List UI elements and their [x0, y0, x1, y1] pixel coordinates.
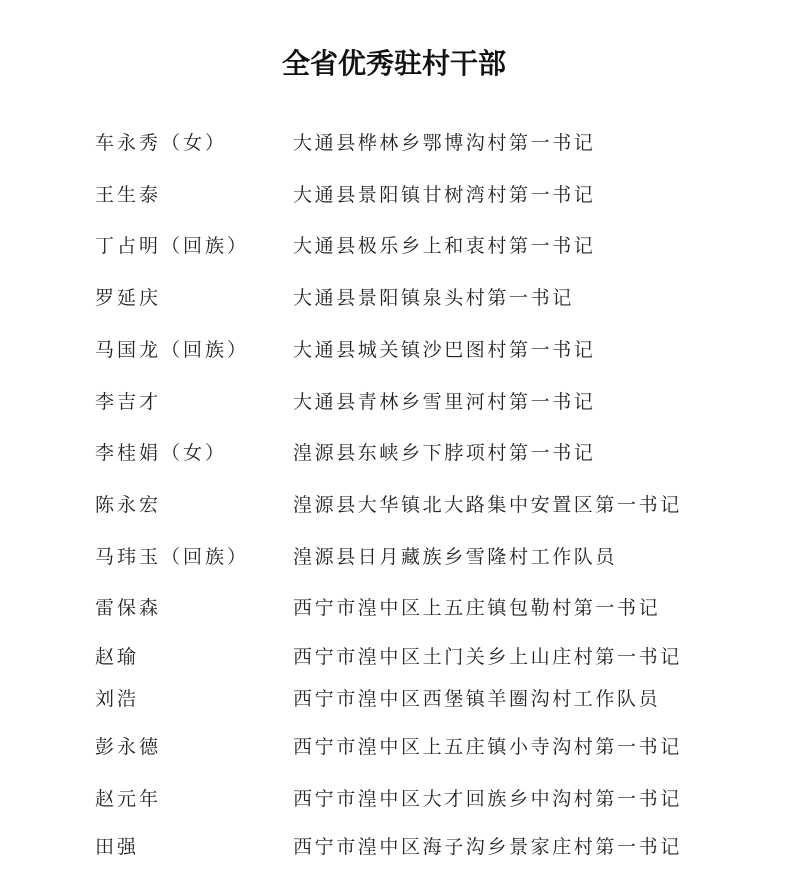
- list-item: [0, 231, 788, 261]
- list-item: [0, 642, 788, 672]
- list-item: [0, 490, 788, 520]
- cadre-name: 陈永宏: [95, 494, 162, 516]
- cadre-name: 刘浩: [95, 688, 140, 710]
- cadre-position: 西宁市湟中区海子沟乡景家庄村第一书记: [293, 836, 682, 858]
- cadre-position: 大通县桦林乡鄂博沟村第一书记: [293, 132, 596, 154]
- list-item: [0, 283, 788, 313]
- cadre-name: 马国龙（回族）: [95, 339, 250, 361]
- cadre-position: 湟源县大华镇北大路集中安置区第一书记: [293, 494, 682, 516]
- page-title: 全省优秀驻村干部: [281, 47, 506, 80]
- list-item: [0, 438, 788, 468]
- cadre-position: 湟源县日月藏族乡雪隆村工作队员: [293, 546, 618, 568]
- cadre-name: 丁占明（回族）: [95, 235, 250, 257]
- cadre-position: 大通县城关镇沙巴图村第一书记: [293, 339, 596, 361]
- list-item: [0, 335, 788, 365]
- list-item: [0, 128, 788, 158]
- cadre-name: 彭永德: [95, 736, 162, 758]
- cadre-position: 湟源县东峡乡下脖项村第一书记: [293, 442, 596, 464]
- cadre-name: 田强: [95, 836, 140, 858]
- cadre-position: 大通县景阳镇泉头村第一书记: [293, 287, 574, 309]
- list-item: [0, 684, 788, 714]
- cadre-position: 大通县景阳镇甘树湾村第一书记: [293, 184, 596, 206]
- list-item: [0, 593, 788, 623]
- list-item: [0, 542, 788, 572]
- cadre-position: 西宁市湟中区大才回族乡中沟村第一书记: [293, 788, 682, 810]
- cadre-name: 赵元年: [95, 788, 162, 810]
- cadre-name: 车永秀（女）: [95, 132, 228, 154]
- cadre-name: 雷保森: [95, 597, 162, 619]
- cadre-position: 西宁市湟中区上五庄镇小寺沟村第一书记: [293, 736, 682, 758]
- cadre-position: 西宁市湟中区上五庄镇包勒村第一书记: [293, 597, 661, 619]
- cadre-position: 西宁市湟中区土门关乡上山庄村第一书记: [293, 646, 682, 668]
- cadre-name: 马玮玉（回族）: [95, 546, 250, 568]
- list-item: [0, 732, 788, 762]
- cadre-name: 李吉才: [95, 391, 162, 413]
- cadre-name: 李桂娟（女）: [95, 442, 228, 464]
- cadre-position: 大通县极乐乡上和衷村第一书记: [293, 235, 596, 257]
- cadre-position: 大通县青林乡雪里河村第一书记: [293, 391, 596, 413]
- cadre-name: 罗延庆: [95, 287, 162, 309]
- cadre-position: 西宁市湟中区西堡镇羊圈沟村工作队员: [293, 688, 661, 710]
- cadre-name: 王生泰: [95, 184, 162, 206]
- list-item: [0, 832, 788, 862]
- list-item: [0, 784, 788, 814]
- list-item: [0, 180, 788, 210]
- cadre-name: 赵瑜: [95, 646, 140, 668]
- list-item: [0, 387, 788, 417]
